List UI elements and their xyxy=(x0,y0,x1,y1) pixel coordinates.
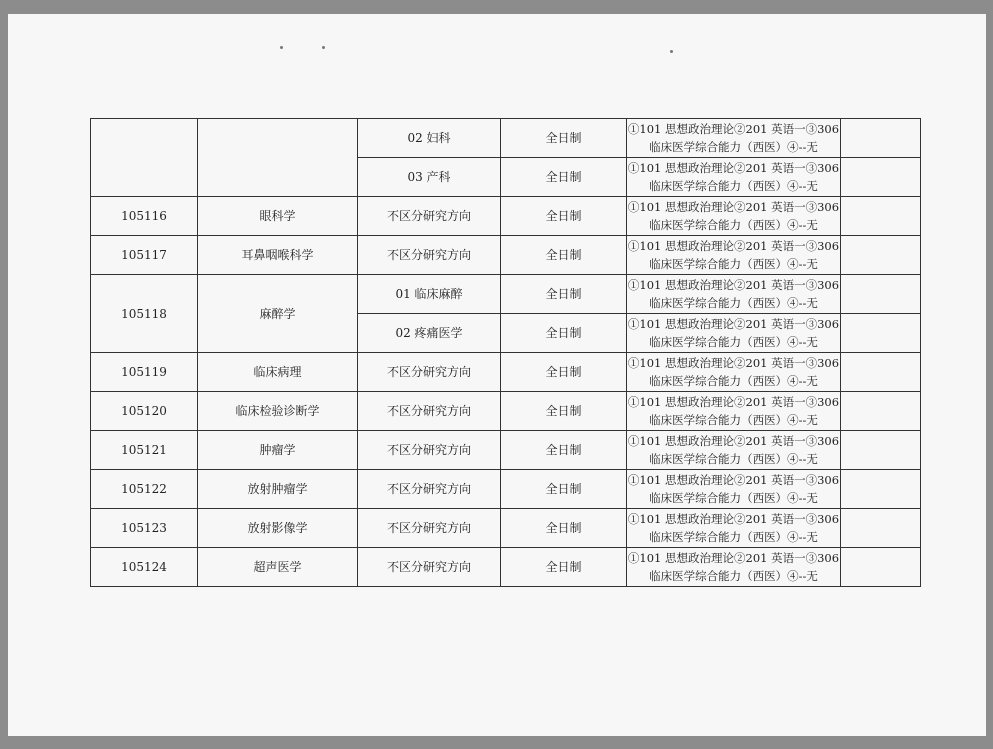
mode-cell: 全日制 xyxy=(501,119,627,158)
subjects-cell xyxy=(627,431,841,470)
note-cell xyxy=(841,236,921,275)
major-cell: 放射影像学 xyxy=(198,509,358,548)
table-row xyxy=(91,548,921,587)
table-row xyxy=(91,353,921,392)
subjects-cell xyxy=(627,470,841,509)
admission-table xyxy=(90,118,921,587)
mode-cell: 全日制 xyxy=(501,470,627,509)
note-cell xyxy=(841,314,921,353)
subjects-line: 临床医学综合能力（西医）④--无 xyxy=(649,374,818,388)
subjects-line: ①101 思想政治理论②201 英语一③306 xyxy=(627,512,840,526)
note-cell xyxy=(841,392,921,431)
subjects-line: 临床医学综合能力（西医）④--无 xyxy=(649,140,818,154)
major-cell: 眼科学 xyxy=(198,197,358,236)
note-cell xyxy=(841,548,921,587)
subjects-line: ①101 思想政治理论②201 英语一③306 xyxy=(627,395,840,409)
major-cell: 麻醉学 xyxy=(198,275,358,353)
note-cell xyxy=(841,431,921,470)
code-cell: 105123 xyxy=(91,509,198,548)
major-cell: 放射肿瘤学 xyxy=(198,470,358,509)
mode-cell: 全日制 xyxy=(501,509,627,548)
direction-cell: 不区分研究方向 xyxy=(358,236,501,275)
subjects-line: ①101 思想政治理论②201 英语一③306 xyxy=(627,551,840,565)
code-cell xyxy=(91,119,198,197)
direction-cell: 不区分研究方向 xyxy=(358,353,501,392)
table-row xyxy=(91,236,921,275)
mode-cell: 全日制 xyxy=(501,392,627,431)
note-cell xyxy=(841,119,921,158)
subjects-line: 临床医学综合能力（西医）④--无 xyxy=(649,179,818,193)
subjects-line: ①101 思想政治理论②201 英语一③306 xyxy=(627,239,840,253)
mode-cell: 全日制 xyxy=(501,314,627,353)
note-cell xyxy=(841,275,921,314)
subjects-line: ①101 思想政治理论②201 英语一③306 xyxy=(627,200,840,214)
subjects-cell xyxy=(627,314,841,353)
direction-cell: 不区分研究方向 xyxy=(358,509,501,548)
code-cell: 105121 xyxy=(91,431,198,470)
mode-cell: 全日制 xyxy=(501,353,627,392)
scan-speck xyxy=(322,46,325,49)
subjects-line: 临床医学综合能力（西医）④--无 xyxy=(649,569,818,583)
note-cell xyxy=(841,197,921,236)
direction-cell: 不区分研究方向 xyxy=(358,392,501,431)
note-cell xyxy=(841,470,921,509)
scan-speck xyxy=(280,46,283,49)
mode-cell: 全日制 xyxy=(501,548,627,587)
direction-cell: 不区分研究方向 xyxy=(358,431,501,470)
subjects-line: 临床医学综合能力（西医）④--无 xyxy=(649,296,818,310)
subjects-cell xyxy=(627,353,841,392)
direction-cell: 02 妇科 xyxy=(358,119,501,158)
mode-cell: 全日制 xyxy=(501,236,627,275)
major-cell: 超声医学 xyxy=(198,548,358,587)
code-cell: 105124 xyxy=(91,548,198,587)
direction-cell: 不区分研究方向 xyxy=(358,197,501,236)
mode-cell: 全日制 xyxy=(501,431,627,470)
direction-cell: 不区分研究方向 xyxy=(358,470,501,509)
subjects-line: 临床医学综合能力（西医）④--无 xyxy=(649,491,818,505)
subjects-line: ①101 思想政治理论②201 英语一③306 xyxy=(627,122,840,136)
table-row xyxy=(91,392,921,431)
major-cell: 肿瘤学 xyxy=(198,431,358,470)
direction-cell: 03 产科 xyxy=(358,158,501,197)
subjects-cell xyxy=(627,275,841,314)
mode-cell: 全日制 xyxy=(501,158,627,197)
table-row xyxy=(91,197,921,236)
subjects-line: ①101 思想政治理论②201 英语一③306 xyxy=(627,317,840,331)
note-cell xyxy=(841,509,921,548)
table-row xyxy=(91,119,921,158)
table-row xyxy=(91,509,921,548)
subjects-line: ①101 思想政治理论②201 英语一③306 xyxy=(627,278,840,292)
direction-cell: 不区分研究方向 xyxy=(358,548,501,587)
subjects-cell xyxy=(627,392,841,431)
subjects-line: 临床医学综合能力（西医）④--无 xyxy=(649,530,818,544)
subjects-line: 临床医学综合能力（西医）④--无 xyxy=(649,257,818,271)
table-row xyxy=(91,470,921,509)
table-row xyxy=(91,431,921,470)
subjects-cell xyxy=(627,509,841,548)
subjects-line: ①101 思想政治理论②201 英语一③306 xyxy=(627,356,840,370)
subjects-line: ①101 思想政治理论②201 英语一③306 xyxy=(627,473,840,487)
code-cell: 105118 xyxy=(91,275,198,353)
mode-cell: 全日制 xyxy=(501,197,627,236)
subjects-cell xyxy=(627,158,841,197)
code-cell: 105119 xyxy=(91,353,198,392)
code-cell: 105120 xyxy=(91,392,198,431)
major-cell xyxy=(198,119,358,197)
subjects-cell xyxy=(627,236,841,275)
subjects-line: ①101 思想政治理论②201 英语一③306 xyxy=(627,434,840,448)
major-cell: 耳鼻咽喉科学 xyxy=(198,236,358,275)
code-cell: 105122 xyxy=(91,470,198,509)
scan-speck xyxy=(670,50,673,53)
direction-cell: 01 临床麻醉 xyxy=(358,275,501,314)
table-row xyxy=(91,275,921,314)
code-cell: 105117 xyxy=(91,236,198,275)
subjects-cell xyxy=(627,548,841,587)
subjects-line: 临床医学综合能力（西医）④--无 xyxy=(649,413,818,427)
direction-cell: 02 疼痛医学 xyxy=(358,314,501,353)
code-cell: 105116 xyxy=(91,197,198,236)
subjects-line: ①101 思想政治理论②201 英语一③306 xyxy=(627,161,840,175)
subjects-line: 临床医学综合能力（西医）④--无 xyxy=(649,452,818,466)
subjects-line: 临床医学综合能力（西医）④--无 xyxy=(649,335,818,349)
major-cell: 临床病理 xyxy=(198,353,358,392)
note-cell xyxy=(841,353,921,392)
note-cell xyxy=(841,158,921,197)
major-cell: 临床检验诊断学 xyxy=(198,392,358,431)
subjects-cell xyxy=(627,197,841,236)
subjects-cell xyxy=(627,119,841,158)
mode-cell: 全日制 xyxy=(501,275,627,314)
subjects-line: 临床医学综合能力（西医）④--无 xyxy=(649,218,818,232)
